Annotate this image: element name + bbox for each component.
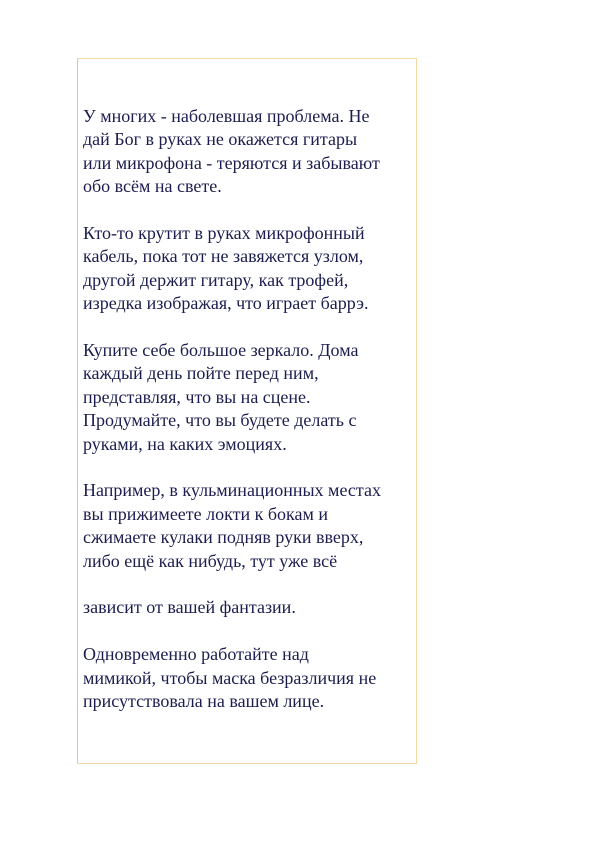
paragraph-5 [83,596,415,619]
paragraph-1 [83,105,415,199]
text-line: каждый день пойте перед ним, [83,363,319,384]
text-line: Кто-то крутит в руках микрофонный [83,223,365,244]
text-line: или микрофона - теряются и забывают [83,152,380,173]
paragraph-4 [83,479,415,573]
text-line: кабель, пока тот не завяжется узлом, [83,246,364,267]
text-line: дай Бог в руках не окажется гитары [83,129,358,150]
text-line: Одновременно работайте над [83,644,309,665]
text-line: другой держит гитару, как трофей, [83,269,349,290]
text-line: вы прижимеете локти к бокам и [83,503,329,524]
text-line: обо всём на свете. [83,176,222,197]
text-line: Например, в кульминационных местах [83,480,381,501]
text-line: руками, на каких эмоциях. [83,433,287,454]
text-line: либо ещё как нибудь, тут уже всё [83,550,338,571]
paragraph-6 [83,643,415,713]
text-line: изредка изображая, что играет баррэ. [83,293,369,314]
text-line: Продумайте, что вы будете делать с [83,410,357,431]
text-line: мимикой, чтобы маска безразличия не [83,667,377,688]
paragraph-3 [83,339,415,456]
text-line: представляя, что вы на сцене. [83,386,311,407]
text-line: присутствовала на вашем лице. [83,691,325,712]
paragraph-2 [83,222,415,316]
text-line: зависит от вашей фантазии. [83,597,296,618]
text-body [83,105,415,737]
text-line: Купите себе большое зеркало. Дома [83,340,359,361]
text-line: сжимаете кулаки подняв руки вверх, [83,527,364,548]
text-line: У многих - наболевшая проблема. Не [83,106,370,126]
